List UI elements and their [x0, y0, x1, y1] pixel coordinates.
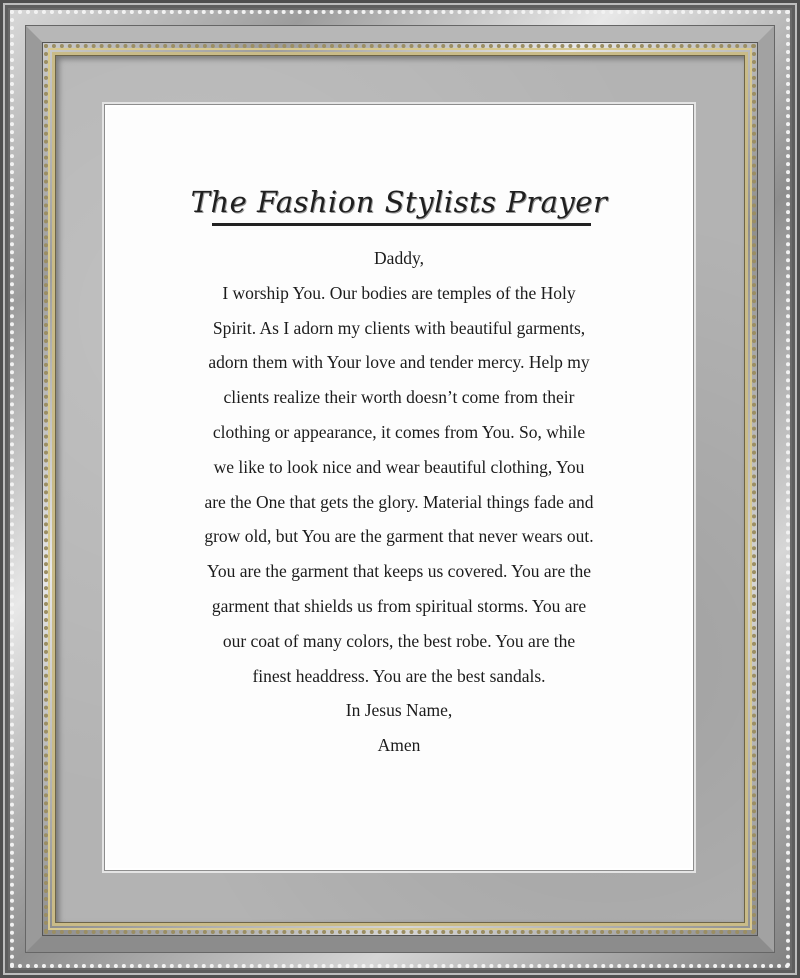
prayer-salutation: Daddy, [374, 248, 424, 268]
prayer-line: Spirit. As I adorn my clients with beautiful garments, [212, 317, 586, 338]
prayer-line: adorn them with Your love and tender mercy. Help my [208, 352, 590, 373]
prayer-line: clothing or appearance, it comes from You. So, while [212, 421, 586, 442]
prayer-line: clients realize their worth doesn’t come from their [223, 387, 575, 408]
prayer-line: I worship You. Our bodies are temples of the Holy [222, 282, 576, 303]
prayer-line: finest headdress. You are the best sandals. [252, 665, 546, 686]
prayer-paper [105, 105, 693, 870]
title-underline [212, 223, 591, 226]
prayer-line: grow old, but You are the garment that never wears out. [204, 526, 594, 547]
prayer-amen: Amen [377, 735, 421, 756]
prayer-line: we like to look nice and wear beautiful clothing, You [213, 456, 585, 477]
prayer-line: our coat of many colors, the best robe. You are the [222, 630, 576, 651]
prayer-title: The Fashion Stylists Prayer [190, 185, 608, 219]
prayer-body [107, 241, 691, 763]
prayer-line: garment that shields us from spiritual storms. You are [211, 595, 587, 616]
prayer-line: You are the garment that keeps us covered. You are the [206, 561, 592, 582]
prayer-line: are the One that gets the glory. Material things fade and [204, 491, 594, 512]
prayer-closing: In Jesus Name, [345, 700, 453, 721]
